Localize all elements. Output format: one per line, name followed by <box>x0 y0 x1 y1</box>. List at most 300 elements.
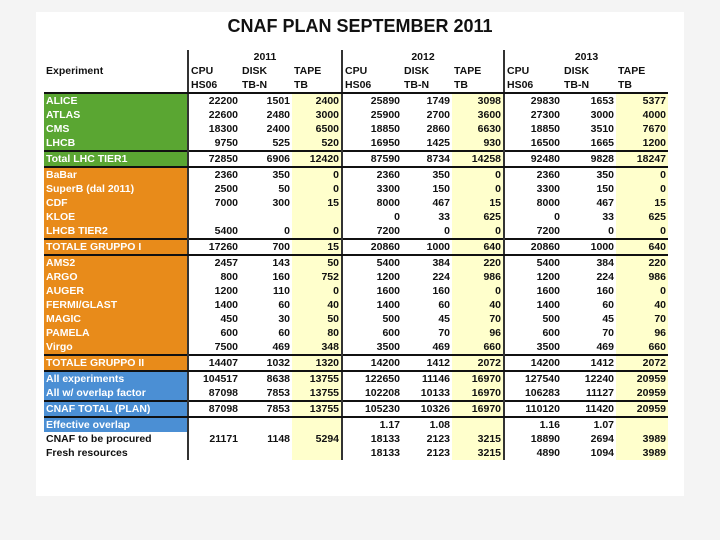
value-cell: 22200 <box>188 93 240 108</box>
value-cell: 150 <box>562 182 616 196</box>
table-row <box>44 270 668 284</box>
value-cell: 1665 <box>562 136 616 151</box>
value-cell: 16950 <box>342 136 402 151</box>
value-cell: 29830 <box>504 93 562 108</box>
value-cell: 6630 <box>452 122 504 136</box>
header-spacer <box>44 50 188 64</box>
year-header-row <box>44 50 668 64</box>
value-cell: 17260 <box>188 239 240 255</box>
column-header: TAPE <box>616 64 668 78</box>
value-cell: 800 <box>188 270 240 284</box>
value-cell: 3500 <box>342 340 402 355</box>
value-cell: 1200 <box>504 270 562 284</box>
value-cell: 1000 <box>402 239 452 255</box>
column-header: DISK <box>562 64 616 78</box>
value-cell <box>188 417 240 432</box>
year-header: 2013 <box>504 50 668 64</box>
column-header-row <box>44 78 668 93</box>
value-cell: 1.07 <box>562 417 616 432</box>
value-cell: 30 <box>240 312 292 326</box>
table-row <box>44 326 668 340</box>
value-cell: 350 <box>240 167 292 182</box>
value-cell: 0 <box>342 210 402 224</box>
value-cell: 0 <box>504 210 562 224</box>
value-cell: 1000 <box>562 239 616 255</box>
value-cell: 660 <box>452 340 504 355</box>
value-cell: 18890 <box>504 432 562 446</box>
value-cell: 40 <box>292 298 342 312</box>
value-cell: 2123 <box>402 446 452 460</box>
value-cell: 18133 <box>342 432 402 446</box>
value-cell: 300 <box>240 196 292 210</box>
experiment-name: ARGO <box>44 270 188 284</box>
value-cell: 500 <box>504 312 562 326</box>
table-row <box>44 210 668 224</box>
value-cell: 2700 <box>402 108 452 122</box>
value-cell: 14258 <box>452 151 504 167</box>
column-header: HS06 <box>188 78 240 93</box>
total-row <box>44 355 668 371</box>
value-cell: 3098 <box>452 93 504 108</box>
value-cell: 45 <box>562 312 616 326</box>
column-header: CPU <box>188 64 240 78</box>
value-cell: 7200 <box>342 224 402 239</box>
value-cell: 600 <box>504 326 562 340</box>
value-cell: 104517 <box>188 371 240 386</box>
value-cell: 1400 <box>188 298 240 312</box>
value-cell: 1412 <box>402 355 452 371</box>
value-cell: 1148 <box>240 432 292 446</box>
value-cell <box>240 210 292 224</box>
experiment-name: Fresh resources <box>44 446 188 460</box>
value-cell: 450 <box>188 312 240 326</box>
year-header: 2012 <box>342 50 504 64</box>
value-cell: 33 <box>562 210 616 224</box>
value-cell: 87098 <box>188 401 240 417</box>
value-cell: 0 <box>292 224 342 239</box>
value-cell: 1200 <box>188 284 240 298</box>
value-cell: 11127 <box>562 386 616 401</box>
value-cell: 0 <box>452 167 504 182</box>
value-cell: 70 <box>452 312 504 326</box>
value-cell: 80 <box>292 326 342 340</box>
value-cell: 7853 <box>240 401 292 417</box>
value-cell: 2457 <box>188 255 240 270</box>
value-cell: 752 <box>292 270 342 284</box>
value-cell: 5377 <box>616 93 668 108</box>
plan-table <box>44 50 668 460</box>
value-cell: 6906 <box>240 151 292 167</box>
value-cell <box>240 446 292 460</box>
value-cell: 220 <box>452 255 504 270</box>
value-cell: 350 <box>562 167 616 182</box>
value-cell: 2360 <box>342 167 402 182</box>
value-cell: 8638 <box>240 371 292 386</box>
value-cell: 106283 <box>504 386 562 401</box>
experiment-name: All w/ overlap factor <box>44 386 188 401</box>
value-cell: 1400 <box>504 298 562 312</box>
experiment-name: ALICE <box>44 93 188 108</box>
value-cell <box>452 417 504 432</box>
value-cell: 0 <box>616 167 668 182</box>
value-cell: 2694 <box>562 432 616 446</box>
value-cell: 7200 <box>504 224 562 239</box>
value-cell: 600 <box>342 326 402 340</box>
column-header: CPU <box>342 64 402 78</box>
value-cell: 220 <box>616 255 668 270</box>
table-row <box>44 196 668 210</box>
table-row <box>44 93 668 108</box>
value-cell: 16500 <box>504 136 562 151</box>
value-cell: 350 <box>402 167 452 182</box>
value-cell: 1094 <box>562 446 616 460</box>
value-cell: 3510 <box>562 122 616 136</box>
value-cell: 3989 <box>616 446 668 460</box>
value-cell: 1501 <box>240 93 292 108</box>
value-cell: 9828 <box>562 151 616 167</box>
value-cell: 1653 <box>562 93 616 108</box>
column-header: HS06 <box>504 78 562 93</box>
year-header: 2011 <box>188 50 342 64</box>
value-cell: 8734 <box>402 151 452 167</box>
value-cell: 160 <box>402 284 452 298</box>
value-cell: 92480 <box>504 151 562 167</box>
value-cell: 224 <box>562 270 616 284</box>
value-cell: 2400 <box>292 93 342 108</box>
value-cell <box>188 446 240 460</box>
value-cell: 25900 <box>342 108 402 122</box>
value-cell: 986 <box>452 270 504 284</box>
value-cell: 60 <box>240 326 292 340</box>
column-header: TAPE <box>292 64 342 78</box>
value-cell: 15 <box>292 239 342 255</box>
summary-row <box>44 386 668 401</box>
value-cell: 500 <box>342 312 402 326</box>
value-cell: 16970 <box>452 401 504 417</box>
value-cell: 25890 <box>342 93 402 108</box>
value-cell: 3000 <box>292 108 342 122</box>
value-cell: 640 <box>616 239 668 255</box>
value-cell: 700 <box>240 239 292 255</box>
value-cell: 2860 <box>402 122 452 136</box>
value-cell: 2500 <box>188 182 240 196</box>
value-cell: 384 <box>402 255 452 270</box>
value-cell: 1600 <box>342 284 402 298</box>
value-cell: 3500 <box>504 340 562 355</box>
experiment-name: AMS2 <box>44 255 188 270</box>
column-header: HS06 <box>342 78 402 93</box>
value-cell: 110 <box>240 284 292 298</box>
value-cell: 22600 <box>188 108 240 122</box>
value-cell: 27300 <box>504 108 562 122</box>
value-cell: 469 <box>402 340 452 355</box>
value-cell <box>616 417 668 432</box>
table-row <box>44 224 668 239</box>
value-cell: 45 <box>402 312 452 326</box>
experiment-header <box>44 78 188 93</box>
value-cell: 10133 <box>402 386 452 401</box>
value-cell: 16970 <box>452 371 504 386</box>
value-cell: 4890 <box>504 446 562 460</box>
value-cell: 60 <box>240 298 292 312</box>
table-row <box>44 312 668 326</box>
value-cell: 3300 <box>342 182 402 196</box>
column-header: TB-N <box>402 78 452 93</box>
value-cell: 18133 <box>342 446 402 460</box>
value-cell: 102208 <box>342 386 402 401</box>
value-cell: 469 <box>562 340 616 355</box>
value-cell: 70 <box>562 326 616 340</box>
experiment-name: ATLAS <box>44 108 188 122</box>
value-cell: 3600 <box>452 108 504 122</box>
total-row <box>44 239 668 255</box>
value-cell: 15 <box>292 196 342 210</box>
column-header: DISK <box>402 64 452 78</box>
value-cell: 14407 <box>188 355 240 371</box>
value-cell: 348 <box>292 340 342 355</box>
column-header: TAPE <box>452 64 504 78</box>
value-cell: 60 <box>562 298 616 312</box>
value-cell: 15 <box>616 196 668 210</box>
value-cell: 2480 <box>240 108 292 122</box>
table-row <box>44 122 668 136</box>
value-cell: 6500 <box>292 122 342 136</box>
value-cell: 16970 <box>452 386 504 401</box>
footer-row <box>44 417 668 432</box>
value-cell: 0 <box>616 182 668 196</box>
value-cell: 1200 <box>616 136 668 151</box>
table-row <box>44 182 668 196</box>
value-cell: 1.17 <box>342 417 402 432</box>
column-header: TB-N <box>240 78 292 93</box>
value-cell: 40 <box>616 298 668 312</box>
value-cell: 96 <box>616 326 668 340</box>
value-cell: 160 <box>562 284 616 298</box>
value-cell: 0 <box>452 182 504 196</box>
value-cell: 11146 <box>402 371 452 386</box>
value-cell <box>292 446 342 460</box>
value-cell: 986 <box>616 270 668 284</box>
column-header: TB-N <box>562 78 616 93</box>
value-cell: 625 <box>616 210 668 224</box>
value-cell: 127540 <box>504 371 562 386</box>
value-cell: 7853 <box>240 386 292 401</box>
value-cell: 13755 <box>292 401 342 417</box>
experiment-name: CDF <box>44 196 188 210</box>
value-cell: 660 <box>616 340 668 355</box>
column-header: DISK <box>240 64 292 78</box>
value-cell: 640 <box>452 239 504 255</box>
value-cell: 4000 <box>616 108 668 122</box>
value-cell: 1320 <box>292 355 342 371</box>
value-cell: 3215 <box>452 432 504 446</box>
value-cell: 87590 <box>342 151 402 167</box>
value-cell: 3215 <box>452 446 504 460</box>
value-cell: 20959 <box>616 371 668 386</box>
experiment-name: Virgo <box>44 340 188 355</box>
value-cell: 143 <box>240 255 292 270</box>
value-cell: 13755 <box>292 371 342 386</box>
value-cell: 1200 <box>342 270 402 284</box>
value-cell: 1600 <box>504 284 562 298</box>
value-cell: 20959 <box>616 386 668 401</box>
experiment-name: TOTALE GRUPPO II <box>44 355 188 371</box>
value-cell: 1749 <box>402 93 452 108</box>
table-row <box>44 284 668 298</box>
value-cell: 50 <box>292 312 342 326</box>
column-header: TB <box>292 78 342 93</box>
value-cell: 0 <box>616 284 668 298</box>
experiment-name: MAGIC <box>44 312 188 326</box>
experiment-name: PAMELA <box>44 326 188 340</box>
value-cell <box>292 210 342 224</box>
value-cell: 0 <box>562 224 616 239</box>
value-cell: 1400 <box>342 298 402 312</box>
value-cell: 0 <box>292 167 342 182</box>
value-cell: 224 <box>402 270 452 284</box>
slide <box>36 12 684 496</box>
value-cell: 467 <box>562 196 616 210</box>
table-row <box>44 255 668 270</box>
experiment-name: CMS <box>44 122 188 136</box>
value-cell: 11420 <box>562 401 616 417</box>
value-cell: 10326 <box>402 401 452 417</box>
experiment-name: SuperB (dal 2011) <box>44 182 188 196</box>
value-cell: 384 <box>562 255 616 270</box>
value-cell: 600 <box>188 326 240 340</box>
value-cell: 1425 <box>402 136 452 151</box>
value-cell: 60 <box>402 298 452 312</box>
value-cell: 3989 <box>616 432 668 446</box>
value-cell: 469 <box>240 340 292 355</box>
value-cell: 15 <box>452 196 504 210</box>
value-cell: 96 <box>452 326 504 340</box>
value-cell: 7500 <box>188 340 240 355</box>
value-cell: 18850 <box>504 122 562 136</box>
column-header: TB <box>616 78 668 93</box>
value-cell <box>188 210 240 224</box>
value-cell: 72850 <box>188 151 240 167</box>
experiment-name: FERMI/GLAST <box>44 298 188 312</box>
value-cell: 520 <box>292 136 342 151</box>
table-row <box>44 136 668 151</box>
value-cell: 0 <box>402 224 452 239</box>
value-cell: 70 <box>402 326 452 340</box>
value-cell: 14200 <box>504 355 562 371</box>
value-cell: 2360 <box>188 167 240 182</box>
experiment-name: AUGER <box>44 284 188 298</box>
experiment-header: Experiment <box>44 64 188 78</box>
table-row <box>44 108 668 122</box>
experiment-name: LHCB <box>44 136 188 151</box>
total-row <box>44 151 668 167</box>
value-cell: 0 <box>616 224 668 239</box>
value-cell: 18850 <box>342 122 402 136</box>
value-cell: 3300 <box>504 182 562 196</box>
value-cell: 50 <box>240 182 292 196</box>
value-cell: 1412 <box>562 355 616 371</box>
table-row <box>44 340 668 355</box>
value-cell <box>292 417 342 432</box>
value-cell: 0 <box>292 182 342 196</box>
value-cell: 50 <box>292 255 342 270</box>
value-cell: 1.08 <box>402 417 452 432</box>
value-cell: 12240 <box>562 371 616 386</box>
value-cell: 5400 <box>188 224 240 239</box>
value-cell: 12420 <box>292 151 342 167</box>
value-cell: 5400 <box>342 255 402 270</box>
value-cell: 13755 <box>292 386 342 401</box>
value-cell: 2072 <box>452 355 504 371</box>
value-cell: 7000 <box>188 196 240 210</box>
value-cell: 18247 <box>616 151 668 167</box>
value-cell: 1.16 <box>504 417 562 432</box>
experiment-name: KLOE <box>44 210 188 224</box>
value-cell: 8000 <box>342 196 402 210</box>
value-cell: 0 <box>452 284 504 298</box>
value-cell: 1032 <box>240 355 292 371</box>
experiment-name: LHCB TIER2 <box>44 224 188 239</box>
value-cell: 0 <box>452 224 504 239</box>
value-cell: 70 <box>616 312 668 326</box>
experiment-name: TOTALE GRUPPO I <box>44 239 188 255</box>
experiment-name: CNAF TOTAL (PLAN) <box>44 401 188 417</box>
value-cell: 3000 <box>562 108 616 122</box>
value-cell: 14200 <box>342 355 402 371</box>
value-cell: 122650 <box>342 371 402 386</box>
value-cell: 9750 <box>188 136 240 151</box>
value-cell: 930 <box>452 136 504 151</box>
value-cell: 20860 <box>342 239 402 255</box>
column-header: CPU <box>504 64 562 78</box>
footer-row <box>44 446 668 460</box>
summary-row <box>44 401 668 417</box>
value-cell: 8000 <box>504 196 562 210</box>
value-cell: 87098 <box>188 386 240 401</box>
value-cell: 21171 <box>188 432 240 446</box>
value-cell: 525 <box>240 136 292 151</box>
experiment-name: All experiments <box>44 371 188 386</box>
experiment-name: Total LHC TIER1 <box>44 151 188 167</box>
value-cell: 2123 <box>402 432 452 446</box>
value-cell: 2360 <box>504 167 562 182</box>
table-row <box>44 167 668 182</box>
value-cell: 40 <box>452 298 504 312</box>
column-header: TB <box>452 78 504 93</box>
column-header-row <box>44 64 668 78</box>
value-cell: 160 <box>240 270 292 284</box>
value-cell: 20860 <box>504 239 562 255</box>
value-cell: 0 <box>240 224 292 239</box>
summary-row <box>44 371 668 386</box>
value-cell: 18300 <box>188 122 240 136</box>
value-cell: 467 <box>402 196 452 210</box>
value-cell: 110120 <box>504 401 562 417</box>
experiment-name: CNAF to be procured <box>44 432 188 446</box>
table-row <box>44 298 668 312</box>
experiment-name: BaBar <box>44 167 188 182</box>
value-cell: 7670 <box>616 122 668 136</box>
value-cell: 2072 <box>616 355 668 371</box>
footer-row <box>44 432 668 446</box>
experiment-name: Effective overlap <box>44 417 188 432</box>
value-cell: 5294 <box>292 432 342 446</box>
value-cell: 20959 <box>616 401 668 417</box>
value-cell <box>240 417 292 432</box>
value-cell: 2400 <box>240 122 292 136</box>
value-cell: 105230 <box>342 401 402 417</box>
value-cell: 5400 <box>504 255 562 270</box>
